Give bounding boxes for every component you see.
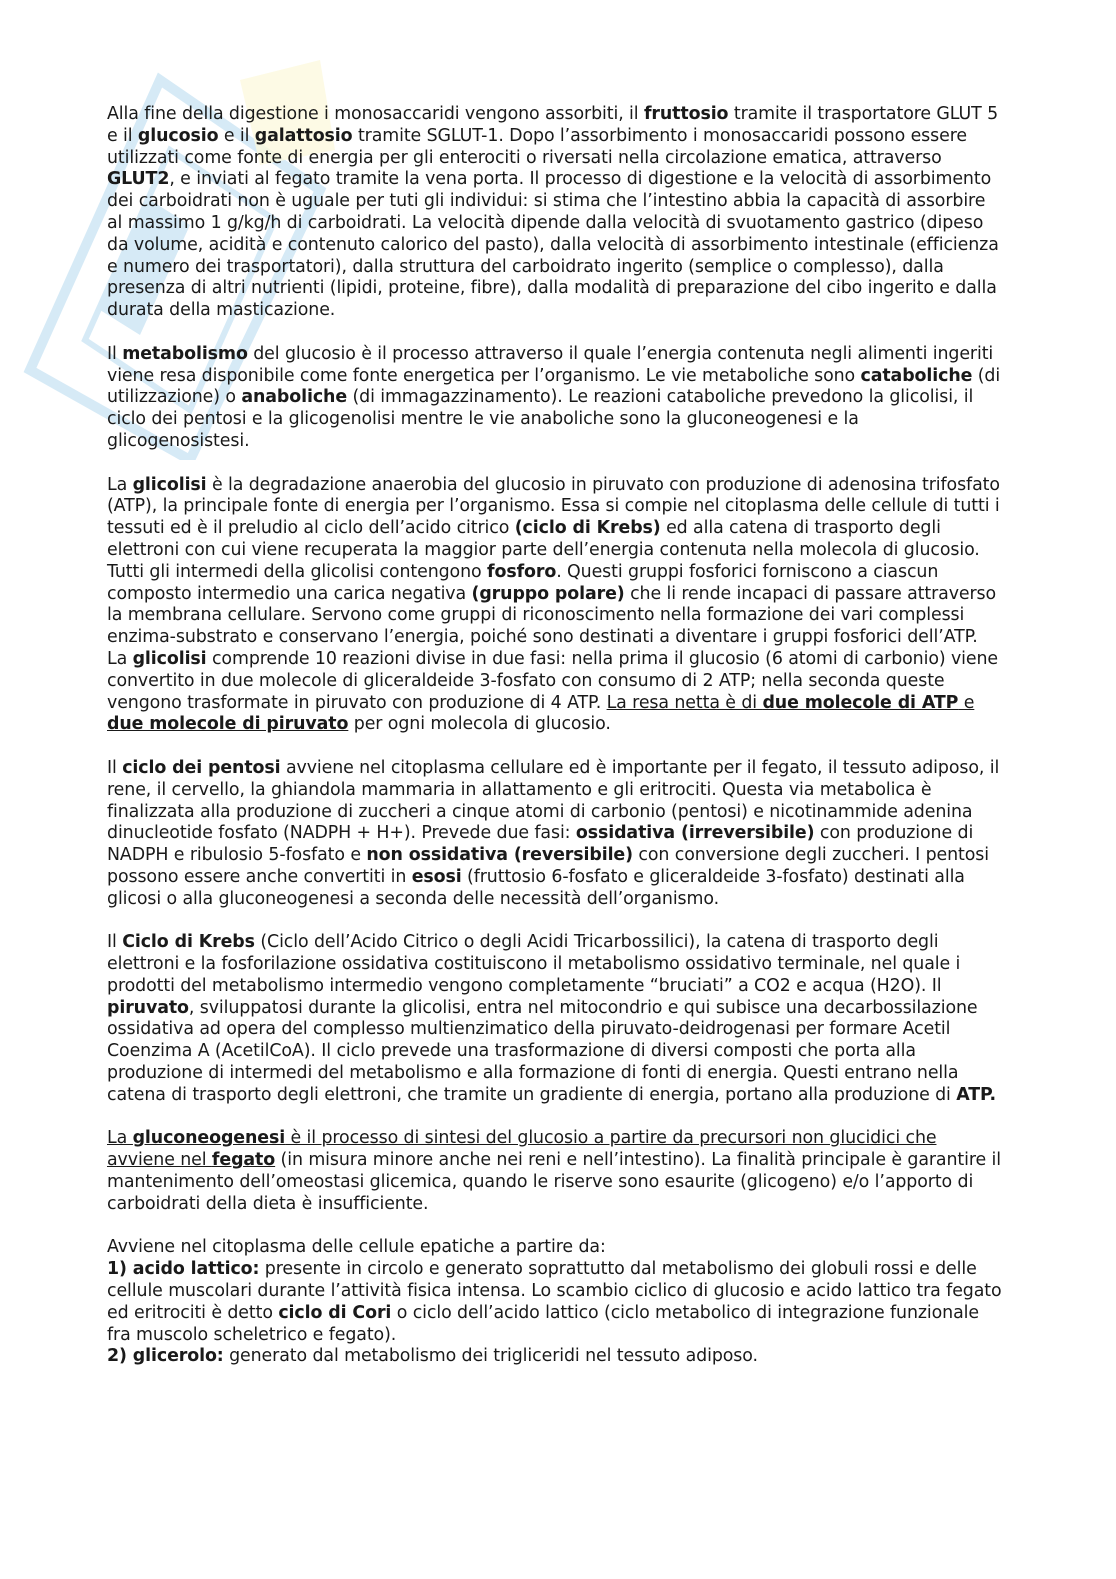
gluconeogenesis-underline: La gluconeogenesi è il processo di sintesi del glucosio a partire da precursori non glucidici che avviene nel fegato — [107, 1128, 937, 1171]
paragraph-pentose-cycle: Il ciclo dei pentosi avviene nel citoplasma cellulare ed è importante per il fegato, il tessuto adiposo, il rene, il cervello, la ghiandola mammaria in allattamento e gli eritrociti. Questa via metabolica è finalizzata alla produzione di zuccheri a cinque atomi di carbonio (pentosi) e nicotinammide adenina dinucleotide fosfato (NADPH + H+). Prevede due fasi: ossidativa (irreversibile) con produzione di NADPH e ribulosio 5-fosfato e non ossidativa (reversibile) con conversione degli zuccheri. I pentosi possono essere anche convertiti in esosi (fruttosio 6-fosfato e gliceraldeide 3-fosfato) destinati alla glicosi o alla gluconeogenesi a seconda delle necessità dell’organismo. — [107, 757, 1000, 909]
list-item-glycerol: 2) glicerolo: generato dal metabolismo dei trigliceridi nel tessuto adiposo. — [107, 1346, 758, 1367]
paragraph-metabolism: Il metabolismo del glucosio è il processo attraverso il quale l’energia contenuta negli alimenti ingeriti viene resa disponibile come fonte energetica per l’organismo. Le vie metaboliche sono cataboliche (di utilizzazione) o anaboliche (di immagazzinamento). Le reazioni cataboliche prevedono la glicolisi, il ciclo dei pentosi e la glicogenolisi mentre le vie anaboliche sono la gluconeogenesi e la glicogenosistesi. — [107, 343, 1001, 451]
document-body — [107, 104, 1002, 1368]
paragraph-absorption: Alla fine della digestione i monosaccaridi vengono assorbiti, il fruttosio tramite il trasportatore GLUT 5 e il glucosio e il galattosio tramite SGLUT-1. Dopo l’assorbimento i monosaccaridi possono essere utilizzati come fonte di energia per gli enterociti o riversati nella circolazione ematica, attraverso GLUT2, e inviati al fegato tramite la vena porta. Il processo di digestione e la velocità di assorbimento dei carboidrati non è uguale per tuti gli individui: si stima che l’intestino abbia la capacità di assorbire al massimo 1 g/kg/h di carboidrati. La velocità dipende dalla velocità di svuotamento gastrico (dipeso da volume, acidità e contenuto calorico del pasto), dalla velocità di assorbimento intestinale (efficienza e numero dei trasportatori), dalla struttura del carboidrato ingerito (semplice o complesso), dalla presenza di altri nutrienti (lipidi, proteine, fibre), dalla modalità di preparazione del cibo ingerito e dalla durata della masticazione. — [107, 104, 999, 321]
precursors-intro: Avviene nel citoplasma delle cellule epatiche a partire da: — [107, 1237, 606, 1258]
glycolysis-yield-underline: La resa netta è di due molecole di ATP e due molecole di piruvato — [107, 692, 975, 735]
paragraph-krebs-cycle: Il Ciclo di Krebs (Ciclo dell’Acido Citrico o degli Acidi Tricarbossilici), la catena di trasporto degli elettroni e la fosforilazione ossidativa costituiscono il metabolismo ossidativo terminale, nel quale i prodotti del metabolismo intermedio vengono completamente “bruciati” a CO2 e acqua (H2O). Il piruvato, sviluppatosi durante la glicolisi, entra nel mitocondrio e qui subisce una decarbossilazione ossidativa ad opera del complesso multienzimatico della piruvato-deidrogenasi per formare Acetil Coenzima A (AcetilCoA). Il ciclo prevede una trasformazione di diversi composti che porta alla produzione di intermedi del metabolismo e alla formazione di fonti di energia. Questi entrano nella catena di trasporto degli elettroni, che tramite un gradiente di energia, portano alla produzione di ATP. — [107, 932, 996, 1105]
paragraph-glycolysis: La glicolisi è la degradazione anaerobia del glucosio in piruvato con produzione di adenosina trifosfato (ATP), la principale fonte di energia per l’organismo. Essa si compie nel citoplasma delle cellule di tutti i tessuti ed è il preludio al ciclo dell’acido citrico (ciclo di Krebs) ed alla catena di trasporto degli elettroni con cui viene recuperata la maggior parte dell’energia contenuta nella molecola di glucosio. Tutti gli intermedi della glicolisi contengono fosforo. Questi gruppi fosforici forniscono a ciascun composto intermedio una carica negativa (gruppo polare) che li rende incapaci di passare attraverso la membrana cellulare. Servono come gruppi di riconoscimento nella formazione dei vari complessi enzima-substrato e conservano l’energia, poiché sono destinati a diventare i gruppi fosforici dell’ATP. La glicolisi comprende 10 reazioni divise in due fasi: nella prima il glucosio (6 atomi di carbonio) viene convertito in due molecole di gliceraldeide 3-fosfato con consumo di 2 ATP; nella seconda queste vengono trasformate in piruvato con produzione di 4 ATP. La resa netta è di due molecole di ATP e due molecole di piruvato per ogni molecola di glucosio. — [107, 474, 1000, 735]
list-item-lactic-acid: 1) acido lattico: presente in circolo e generato soprattutto dal metabolismo dei globuli rossi e delle cellule muscolari durante l’attività fisica intensa. Lo scambio ciclico di glucosio e acido lattico tra fegato ed eritrociti è detto ciclo di Cori o ciclo dell’acido lattico (ciclo metabolico di integrazione funzionale fra muscolo scheletrico e fegato). — [107, 1259, 1002, 1345]
paragraph-gluconeogenesis: La gluconeogenesi è il processo di sintesi del glucosio a partire da precursori non glucidici che avviene nel fegato (in misura minore anche nei reni e nell’intestino). La finalità principale è garantire il mantenimento dell’omeostasi glicemica, quando le riserve sono esaurite (glicogeno) e/o l’apporto di carboidrati della dieta è insufficiente. — [107, 1128, 1002, 1214]
